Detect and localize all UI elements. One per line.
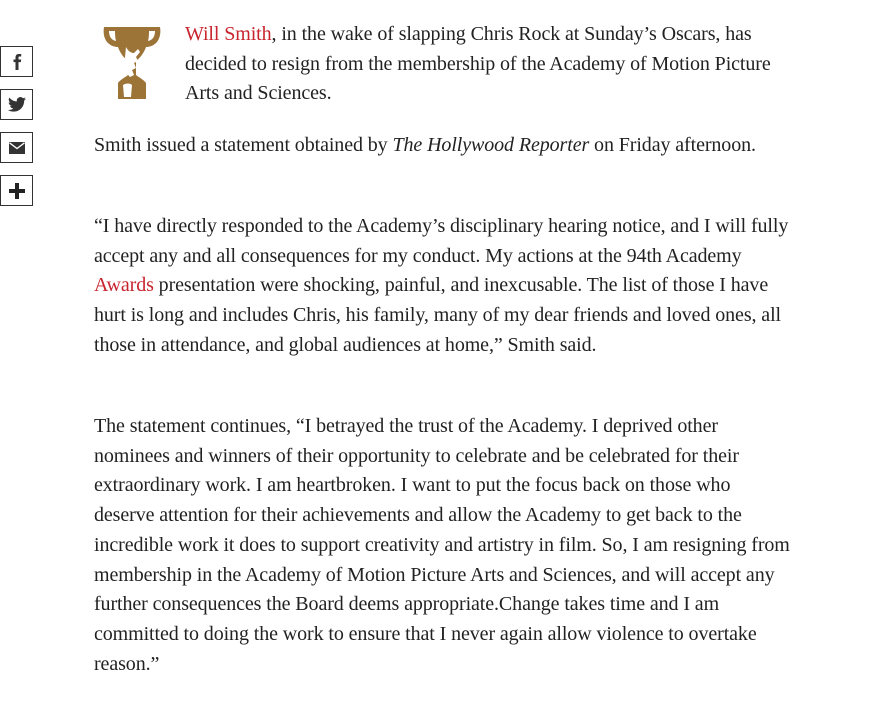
facebook-share-button[interactable] [0, 46, 33, 77]
email-share-button[interactable] [0, 132, 33, 163]
article-body [94, 0, 794, 675]
paragraph-quote-1 [94, 212, 794, 361]
paragraph-statement-source [94, 131, 794, 161]
publication-name: The Hollywood Reporter [392, 134, 590, 156]
article-lead [94, 0, 794, 110]
facebook-icon [11, 54, 23, 70]
p2-text-after: presentation were shocking, painful, and inexcusable. The list of those I have hurt is long and includes Chris, his family, many of my dear friends and loved ones, all those in attendance, and global audiences at home,” Smith said. [94, 274, 781, 356]
plus-icon [9, 183, 25, 199]
paragraph-quote-2 [94, 412, 794, 679]
will-smith-link[interactable]: Will Smith [185, 23, 272, 45]
email-icon [9, 142, 25, 154]
trophy-icon [100, 25, 164, 101]
lead-paragraph [185, 20, 785, 109]
twitter-share-button[interactable] [0, 89, 33, 120]
p2-text-before: “I have directly responded to the Academy’s disciplinary hearing notice, and I will fully accept any and all consequences for my conduct. My actions at the 94th Academy [94, 215, 789, 267]
p3-text: The statement continues, “I betrayed the trust of the Academy. I deprived other nominees and winners of their opportunity to celebrate and be celebrated for their extraordinary work. I am heartbroken. I want to put the focus back on those who deserve attention for their achievements and allow the Academy to get back to the incredible work it does to support creativity and artistry in film. So, I am resigning from membership in the Academy of Motion Picture Arts and Sciences, and will accept any further consequences the Board deems appropriate.Change takes time and I am committed to doing the work to ensure that I never again allow violence to overtake reason.” [94, 415, 790, 675]
more-share-button[interactable] [0, 175, 33, 206]
p1-text-before: Smith issued a statement obtained by [94, 134, 393, 156]
awards-link[interactable]: Awards [94, 274, 154, 297]
p1-text-after: on Friday afternoon. [589, 134, 756, 156]
lead-text: , in the wake of slapping Chris Rock at Sunday’s Oscars, has decided to resign from the membership of the Academy of Motion Picture Arts and Sciences. [185, 23, 771, 105]
twitter-icon [8, 97, 26, 112]
